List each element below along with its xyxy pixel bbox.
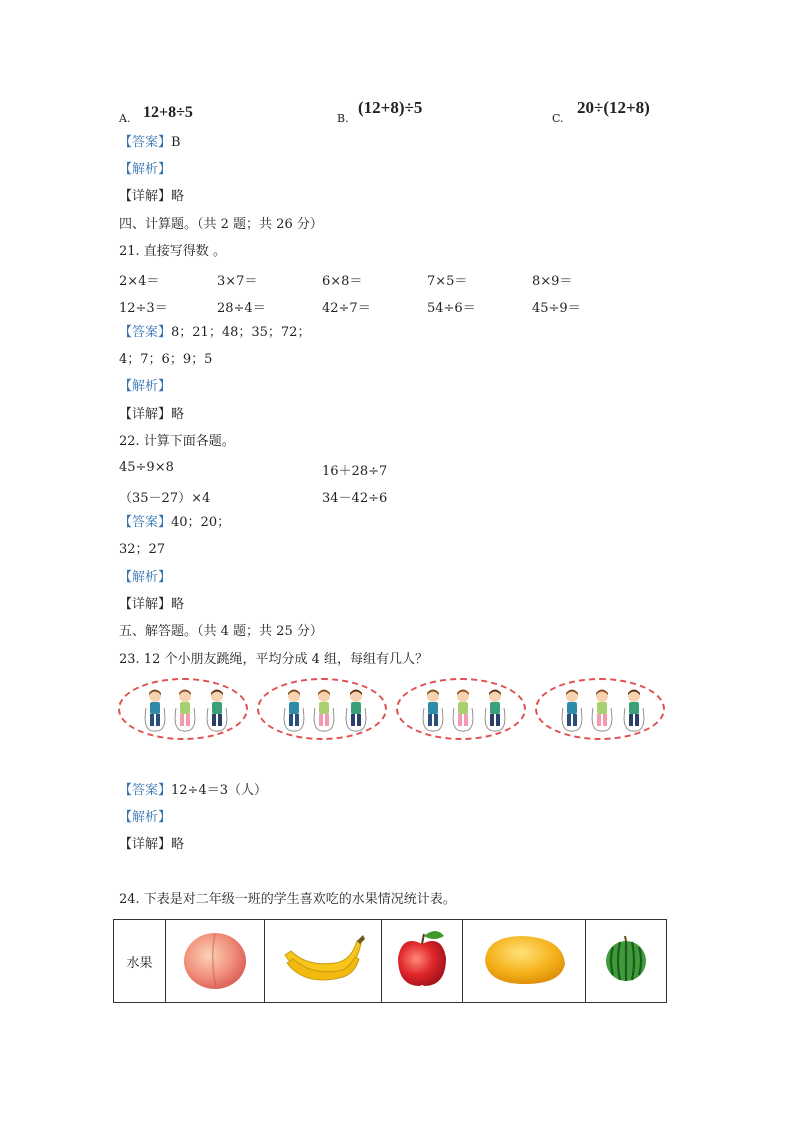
detail-tag: 【详解】 xyxy=(119,407,172,422)
q21-item: 2×4＝ xyxy=(119,274,160,289)
q23-title: 23. 12 个小朋友跳绳，平均分成 4 组，每组有几人？ xyxy=(119,652,429,667)
fruit-cell xyxy=(382,920,463,1003)
q22-expr: （35－27）×4 xyxy=(119,491,211,506)
q21-item: 3×7＝ xyxy=(217,274,258,289)
q22-expr: 34－42÷6 xyxy=(322,491,388,506)
q20-answer xyxy=(119,134,181,152)
answer-tag: 【答案】 xyxy=(119,135,172,150)
q20-detail xyxy=(119,188,184,206)
detail-text: 略 xyxy=(171,837,185,852)
option-c-expression: 20÷(12+8) xyxy=(577,98,650,117)
option-b-label: B. xyxy=(337,112,349,125)
child-icon xyxy=(313,688,335,732)
fruit-cell xyxy=(265,920,382,1003)
detail-tag: 【详解】 xyxy=(119,837,172,852)
mango-icon xyxy=(479,930,569,988)
q21-item: 45÷9＝ xyxy=(532,301,581,316)
answer-tag: 【答案】 xyxy=(119,783,172,798)
child-icon xyxy=(206,688,228,732)
child-icon xyxy=(452,688,474,732)
fruit-cell xyxy=(586,920,667,1003)
apple-icon xyxy=(394,928,450,990)
q22-answer xyxy=(119,514,230,532)
child-icon xyxy=(144,688,166,732)
option-a-expression: 12+8÷5 xyxy=(143,104,193,121)
children-groups-illustration xyxy=(118,678,678,750)
q21-item: 7×5＝ xyxy=(427,274,468,289)
fruit-table xyxy=(113,919,667,1003)
child-icon xyxy=(174,688,196,732)
detail-text: 略 xyxy=(171,597,185,612)
detail-text: 略 xyxy=(171,189,185,204)
q22-detail xyxy=(119,596,184,614)
fruit-cell xyxy=(463,920,586,1003)
q21-item: 28÷4＝ xyxy=(217,301,266,316)
answer-tag: 【答案】 xyxy=(119,325,172,340)
q22-expr: 45÷9×8 xyxy=(119,460,174,475)
child-icon xyxy=(561,688,583,732)
q21-item: 6×8＝ xyxy=(322,274,363,289)
q23-answer xyxy=(119,782,267,800)
q20-analysis-tag: 【解析】 xyxy=(119,162,172,177)
answer-text: 12÷4＝3（人） xyxy=(171,783,267,798)
q21-item: 42÷7＝ xyxy=(322,301,371,316)
q21-item: 12÷3＝ xyxy=(119,301,168,316)
answer-tag: 【答案】 xyxy=(119,515,172,530)
detail-text: 略 xyxy=(171,407,185,422)
answer-text: 40；20； xyxy=(171,515,231,530)
watermelon-icon xyxy=(603,935,649,983)
detail-tag: 【详解】 xyxy=(119,189,172,204)
child-icon xyxy=(484,688,506,732)
q22-analysis-tag: 【解析】 xyxy=(119,570,172,585)
peach-icon xyxy=(182,928,248,990)
child-icon xyxy=(283,688,305,732)
q21-item: 8×9＝ xyxy=(532,274,573,289)
child-icon xyxy=(623,688,645,732)
q23-detail xyxy=(119,836,184,854)
q21-analysis-tag: 【解析】 xyxy=(119,379,172,394)
q21-title: 21. 直接写得数 。 xyxy=(119,244,226,259)
q22-expr: 16＋28÷7 xyxy=(322,464,388,479)
option-c-label: C. xyxy=(552,112,564,125)
q23-analysis-tag: 【解析】 xyxy=(119,810,172,825)
q24-title: 24. 下表是对二年级一班的学生喜欢吃的水果情况统计表。 xyxy=(119,892,456,907)
q22-title: 22. 计算下面各题。 xyxy=(119,434,235,449)
q21-detail xyxy=(119,406,184,424)
q21-answer xyxy=(119,324,310,342)
child-icon xyxy=(345,688,367,732)
q21-item: 54÷6＝ xyxy=(427,301,476,316)
section4-title: 四、计算题。（共 2 题；共 26 分） xyxy=(119,217,323,232)
banana-icon xyxy=(281,931,365,987)
option-a-label: A. xyxy=(119,112,131,125)
table-header-cell: 水果 xyxy=(114,920,166,1003)
child-icon xyxy=(422,688,444,732)
answer-text: 8；21；48；35；72； xyxy=(171,325,311,340)
answer-text: B xyxy=(171,135,181,150)
detail-tag: 【详解】 xyxy=(119,597,172,612)
q22-answer-line2: 32；27 xyxy=(119,542,166,557)
fruit-cell xyxy=(166,920,265,1003)
q21-answer-line2: 4；7；6；9；5 xyxy=(119,352,213,367)
section5-title: 五、解答题。（共 4 题；共 25 分） xyxy=(119,624,323,639)
table-row xyxy=(114,920,667,1003)
child-icon xyxy=(591,688,613,732)
option-b-expression: (12+8)÷5 xyxy=(358,98,423,117)
